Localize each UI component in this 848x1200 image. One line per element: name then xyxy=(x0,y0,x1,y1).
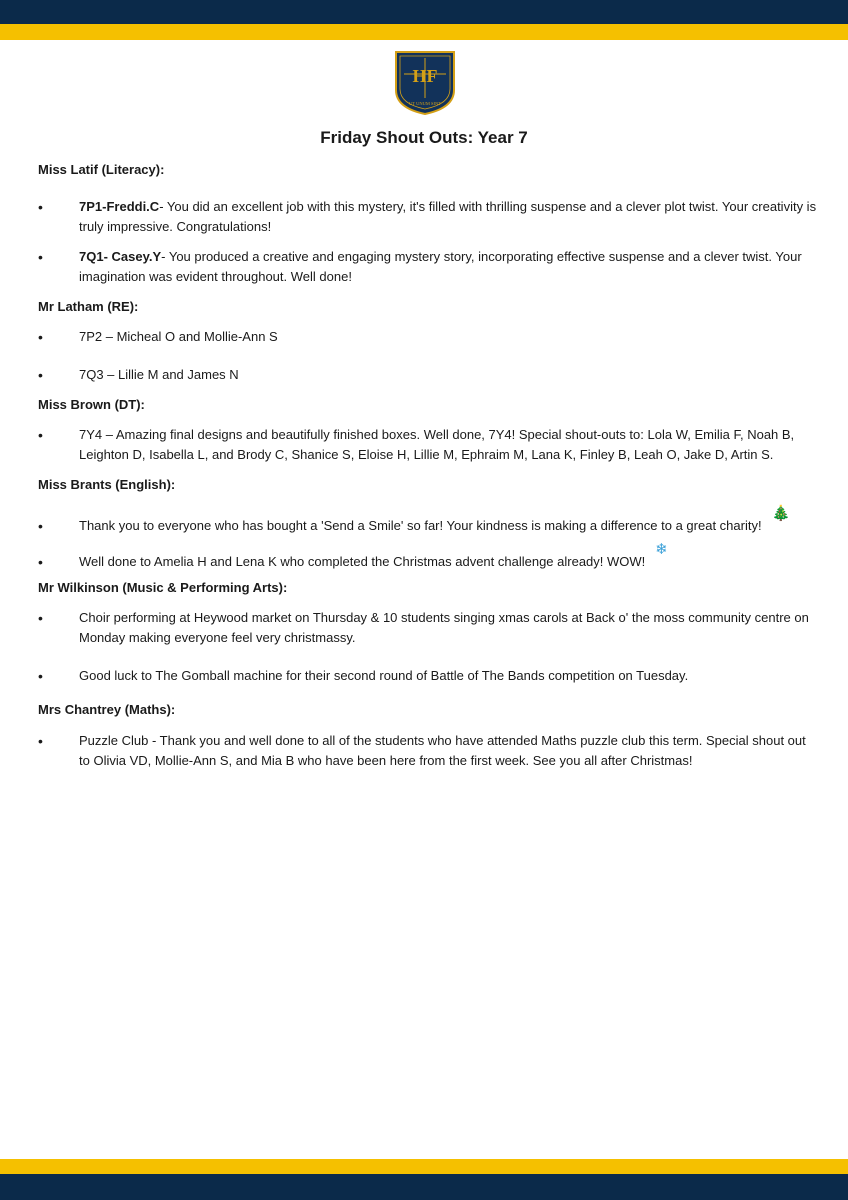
shout-outs-content xyxy=(38,160,818,771)
item-text: Thank you to everyone who has bought a 'Send a Smile' so far! Your kindness is making a difference to a great charity! xyxy=(79,518,762,533)
section-heading-english: Miss Brants (English): xyxy=(38,477,176,492)
list-item xyxy=(38,541,818,572)
christmas-tree-icon: 🎄 xyxy=(771,505,791,522)
item-text: Good luck to The Gomball machine for their second round of Battle of The Bands competition on Tuesday. xyxy=(79,668,689,683)
bullet-icon: • xyxy=(38,610,43,626)
bottom-gold-band xyxy=(0,1159,848,1174)
item-text: - You did an excellent job with this mystery, it's filled with thrilling suspense and a clever plot twist. Your creativity is truly impressive. Congratulations! xyxy=(79,199,817,234)
bullet-icon: • xyxy=(38,554,43,570)
list-item xyxy=(38,425,818,465)
section-heading-literacy: Miss Latif (Literacy): xyxy=(38,162,165,177)
list-item xyxy=(38,505,818,536)
bullet-icon: • xyxy=(38,427,43,443)
list-item xyxy=(38,731,818,771)
item-text: 7P2 – Micheal O and Mollie-Ann S xyxy=(79,329,278,344)
section-heading-music: Mr Wilkinson (Music & Performing Arts): xyxy=(38,580,288,595)
page-title: Friday Shout Outs: Year 7 xyxy=(320,128,528,147)
list-item xyxy=(38,365,818,385)
bullet-icon: • xyxy=(38,329,43,345)
snowflake-icon: ❄ xyxy=(655,541,668,558)
item-text: Choir performing at Heywood market on Thursday & 10 students singing xmas carols at Back o' the moss community centre on Monday making everyone feel very christmassy. xyxy=(79,610,809,645)
student-name: 7Q1- Casey.Y xyxy=(79,249,162,264)
bullet-icon: • xyxy=(38,733,43,749)
list-item xyxy=(38,666,818,686)
bottom-navy-band xyxy=(0,1174,848,1200)
crest-initials: HF xyxy=(412,66,438,86)
item-text: Well done to Amelia H and Lena K who completed the Christmas advent challenge already! WOW! xyxy=(79,554,646,569)
student-name: 7P1-Freddi.C xyxy=(79,199,160,214)
school-crest-logo xyxy=(394,50,456,116)
item-text: 7Q3 – Lillie M and James N xyxy=(79,367,239,382)
section-heading-dt: Miss Brown (DT): xyxy=(38,397,145,412)
bullet-icon: • xyxy=(38,199,43,215)
top-gold-band xyxy=(0,24,848,40)
list-item xyxy=(38,327,818,347)
section-heading-maths: Mrs Chantrey (Maths): xyxy=(38,702,176,717)
item-text: - You produced a creative and engaging mystery story, incorporating effective suspense and a clever twist. Your imagination was evident throughout. Well done! xyxy=(79,249,802,284)
list-item xyxy=(38,197,818,237)
bullet-icon: • xyxy=(38,367,43,383)
item-text: Puzzle Club - Thank you and well done to all of the students who have attended Maths puzzle club this term. Special shout out to Olivia VD, Mollie-Ann S, and Mia B who have been here from the first week. See you all after Christmas! xyxy=(79,733,806,768)
crest-motto: UT UNUM SINT xyxy=(409,101,441,106)
list-item xyxy=(38,247,818,287)
bullet-icon: • xyxy=(38,518,43,534)
bullet-icon: • xyxy=(38,249,43,265)
top-navy-band xyxy=(0,0,848,24)
list-item xyxy=(38,608,818,648)
item-text: 7Y4 – Amazing final designs and beautifully finished boxes. Well done, 7Y4! Special shout-outs to: Lola W, Emilia F, Noah B, Leighton D, Isabella L, and Brody C, Shanice S, Eloise H, Lillie M, Ephraim M, Lana K, Finley B, Leah O, Jake D, Artin S. xyxy=(79,427,795,462)
bullet-icon: • xyxy=(38,668,43,684)
section-heading-re: Mr Latham (RE): xyxy=(38,299,139,314)
